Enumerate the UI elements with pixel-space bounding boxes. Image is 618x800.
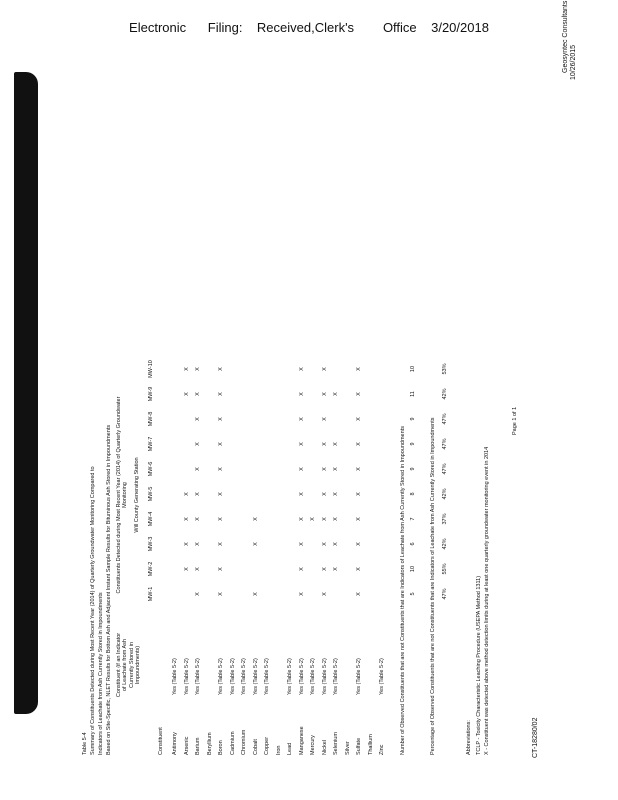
constituent-name: Zinc: [379, 744, 385, 755]
detect-cell: X: [195, 542, 201, 546]
detect-cell: X: [183, 517, 190, 521]
count-cell: 6: [410, 542, 416, 546]
indicator-value: Yes (Table 5-2): [287, 658, 293, 695]
count-cell: 7: [410, 517, 416, 521]
constituent-name: Arsenic: [183, 736, 190, 755]
indicator-value: Yes (Table 5-2): [379, 658, 385, 695]
detect-cell: X: [321, 567, 328, 571]
detect-cell: X: [195, 392, 201, 396]
detect-cell: X: [183, 367, 190, 371]
count-cell: 11: [410, 391, 416, 397]
detect-cell: X: [356, 417, 362, 421]
detect-cell: X: [195, 367, 201, 371]
detect-cell: X: [356, 567, 362, 571]
detect-cell: X: [218, 392, 224, 396]
detect-cell: X: [298, 517, 305, 521]
indicator-value: Yes (Table 5-2): [195, 658, 201, 695]
detect-cell: X: [218, 517, 224, 521]
percent-label: Percentage of Observed Constituents that are not Constituents that are Indicators of Leachate from Ash Currently Stored in Impoundments: [430, 417, 436, 755]
detect-cell: X: [356, 517, 362, 521]
constituent-name: Antimony: [172, 732, 178, 755]
indicator-value: Yes (Table 5-2): [252, 658, 259, 695]
well-header: MW-2: [148, 561, 154, 577]
constituent-name: Nickel: [321, 740, 328, 755]
constituent-name: Lead: [287, 742, 293, 755]
detect-cell: X: [356, 592, 362, 596]
detected-header: Constituents Detected during Most Recent Year (2014) of Quarterly Groundwater Monitoring: [116, 396, 129, 594]
filing-stamp: Electronic Filing: Received,Clerk's Office 3/20/2018: [129, 20, 489, 35]
indicator-value: Yes (Table 5-2): [310, 658, 316, 695]
well-header: MW-3: [148, 536, 154, 552]
count-label: Number of Observed Constituents that are not Constituents that are Indicators of Leachate from Ash Currently Stored in Impoundments: [400, 426, 406, 755]
detect-cell: X: [333, 442, 339, 446]
constituent-name: Selenium: [333, 732, 339, 755]
count-cell: 8: [410, 492, 416, 496]
detect-cell: X: [218, 442, 224, 446]
percent-cell: 37%: [442, 513, 448, 525]
table-title: Table 5-4: [82, 732, 88, 755]
indicator-header: Constituent (if an Indicator of Leachate from Ash Currently Stored in Impoundments): [116, 632, 141, 698]
detect-cell: X: [298, 467, 305, 471]
indicator-value: Yes (Table 5-2): [356, 658, 362, 695]
count-cell: 9: [410, 417, 416, 421]
indicator-value: Yes (Table 5-2): [241, 658, 247, 695]
detect-cell: X: [321, 442, 328, 446]
detect-cell: X: [321, 492, 328, 496]
detect-cell: X: [333, 392, 339, 396]
constituent-name: Manganese: [298, 726, 305, 755]
page-number: Page 1 of 1: [512, 406, 518, 435]
percent-cell: 53%: [442, 363, 448, 375]
detect-cell: X: [298, 367, 305, 371]
abbrev-tclp: TCLP - Toxicity Characteristic Leaching Procedure (USEPA Method 1311): [476, 575, 482, 755]
detect-cell: X: [298, 417, 305, 421]
percent-cell: 42%: [442, 538, 448, 550]
detect-cell: X: [252, 592, 259, 596]
count-cell: 5: [410, 592, 416, 596]
detect-cell: X: [356, 442, 362, 446]
station-header: Will County Generating Station: [134, 457, 140, 533]
table-caption-1: Summary of Constituents Detected during Most Recent Year (2014) of Quarterly Groundwater Monitoring Compared to: [90, 466, 96, 755]
detect-cell: X: [218, 367, 224, 371]
constituent-name: Cadmium: [229, 731, 236, 755]
detect-cell: X: [356, 367, 362, 371]
count-cell: 10: [410, 365, 416, 373]
detect-cell: X: [183, 492, 190, 496]
percent-cell: 55%: [442, 563, 448, 575]
detect-cell: X: [195, 592, 201, 596]
constituent-name: Cobalt: [252, 739, 259, 755]
abbrev-x: X - Constituent was detected above method detection limits during at least one quarterly groundwater monitoring event in 2014: [484, 446, 490, 755]
detect-cell: X: [333, 567, 339, 571]
constituent-name: Boron: [218, 740, 224, 755]
percent-cell: 42%: [442, 388, 448, 400]
detect-cell: X: [298, 542, 305, 546]
constituent-name: Sulfate: [356, 737, 362, 755]
well-header: MW-1: [148, 586, 154, 602]
detect-cell: X: [183, 392, 190, 396]
detect-cell: X: [298, 492, 305, 496]
well-header: MW-6: [148, 461, 154, 477]
indicator-value: Yes (Table 5-2): [183, 658, 190, 695]
detect-cell: X: [310, 517, 316, 521]
constituent-name: Iron: [275, 745, 282, 755]
indicator-value: Yes (Table 5-2): [229, 658, 236, 695]
indicator-value: Yes (Table 5-2): [172, 658, 178, 695]
detect-cell: X: [333, 492, 339, 496]
well-header: MW-8: [148, 411, 154, 427]
detect-cell: X: [195, 517, 201, 521]
detect-cell: X: [321, 392, 328, 396]
well-header: MW-5: [148, 486, 154, 502]
percent-cell: 42%: [442, 488, 448, 500]
detect-cell: X: [356, 542, 362, 546]
constituent-name: Beryllium: [206, 732, 213, 755]
firm-name: Geosyntec Consultants: [562, 0, 569, 73]
well-header: MW-10: [148, 360, 154, 378]
detect-cell: X: [218, 417, 224, 421]
detect-cell: X: [218, 467, 224, 471]
rotated-table-page: [82, 65, 522, 755]
constituent-name: Silver: [344, 741, 351, 755]
detect-cell: X: [298, 442, 305, 446]
detect-cell: X: [218, 567, 224, 571]
constituent-name: Copper: [264, 736, 270, 755]
well-header: MW-9: [148, 386, 154, 402]
indicator-value: Yes (Table 5-2): [321, 658, 328, 695]
detect-cell: X: [321, 367, 328, 371]
count-cell: 9: [410, 442, 416, 446]
firm-block: [554, 0, 602, 80]
table-caption-2: Indicators of Leachate from Ash Currently Stored in Impoundments: [98, 592, 104, 755]
detect-cell: X: [195, 417, 201, 421]
detect-cell: X: [218, 592, 224, 596]
constituent-header: Constituent: [158, 727, 164, 755]
abbrev-heading: Abbreviations:: [466, 720, 472, 755]
detect-cell: X: [356, 492, 362, 496]
detect-cell: X: [298, 392, 305, 396]
indicator-value: Yes (Table 5-2): [298, 658, 305, 695]
percent-cell: 47%: [442, 588, 448, 600]
detect-cell: X: [252, 542, 259, 546]
indicator-value: Yes (Table 5-2): [264, 658, 270, 695]
detect-cell: X: [218, 542, 224, 546]
detect-cell: X: [195, 467, 201, 471]
detect-cell: X: [321, 417, 328, 421]
percent-cell: 47%: [442, 413, 448, 425]
detect-cell: X: [195, 567, 201, 571]
detect-cell: X: [195, 492, 201, 496]
count-cell: 10: [410, 565, 416, 573]
constituent-name: Thallium: [367, 734, 374, 755]
percent-cell: 47%: [442, 438, 448, 450]
detect-cell: X: [298, 567, 305, 571]
detect-cell: X: [321, 542, 328, 546]
detect-cell: X: [321, 467, 328, 471]
detect-cell: X: [356, 392, 362, 396]
constituent-name: Chromium: [241, 729, 247, 755]
constituent-name: Mercury: [310, 735, 316, 755]
detect-cell: X: [333, 467, 339, 471]
table-caption-3: Based on Site-Specific, NLET Results for Bottom Ash and Adjacent Instant Sample Results for Bituminous Ash Stored in Impoundments: [106, 424, 112, 755]
indicator-value: Yes (Table 5-2): [218, 658, 224, 695]
firm-date: 10/26/2015: [570, 44, 577, 80]
detect-cell: X: [356, 467, 362, 471]
document-code: CT-18280/02: [532, 717, 539, 758]
well-header: MW-7: [148, 436, 154, 452]
detect-cell: X: [183, 567, 190, 571]
detect-cell: X: [321, 517, 328, 521]
detect-cell: X: [321, 592, 328, 596]
indicator-value: Yes (Table 5-2): [333, 658, 339, 695]
detect-cell: X: [333, 542, 339, 546]
constituent-name: Barium: [195, 737, 201, 755]
detect-cell: X: [252, 517, 259, 521]
percent-cell: 47%: [442, 463, 448, 475]
binder-edge: [14, 72, 38, 714]
count-cell: 9: [410, 467, 416, 471]
detect-cell: X: [195, 442, 201, 446]
detect-cell: X: [183, 542, 190, 546]
detect-cell: X: [298, 592, 305, 596]
well-header: MW-4: [148, 511, 154, 527]
detect-cell: X: [333, 517, 339, 521]
detect-cell: X: [218, 492, 224, 496]
